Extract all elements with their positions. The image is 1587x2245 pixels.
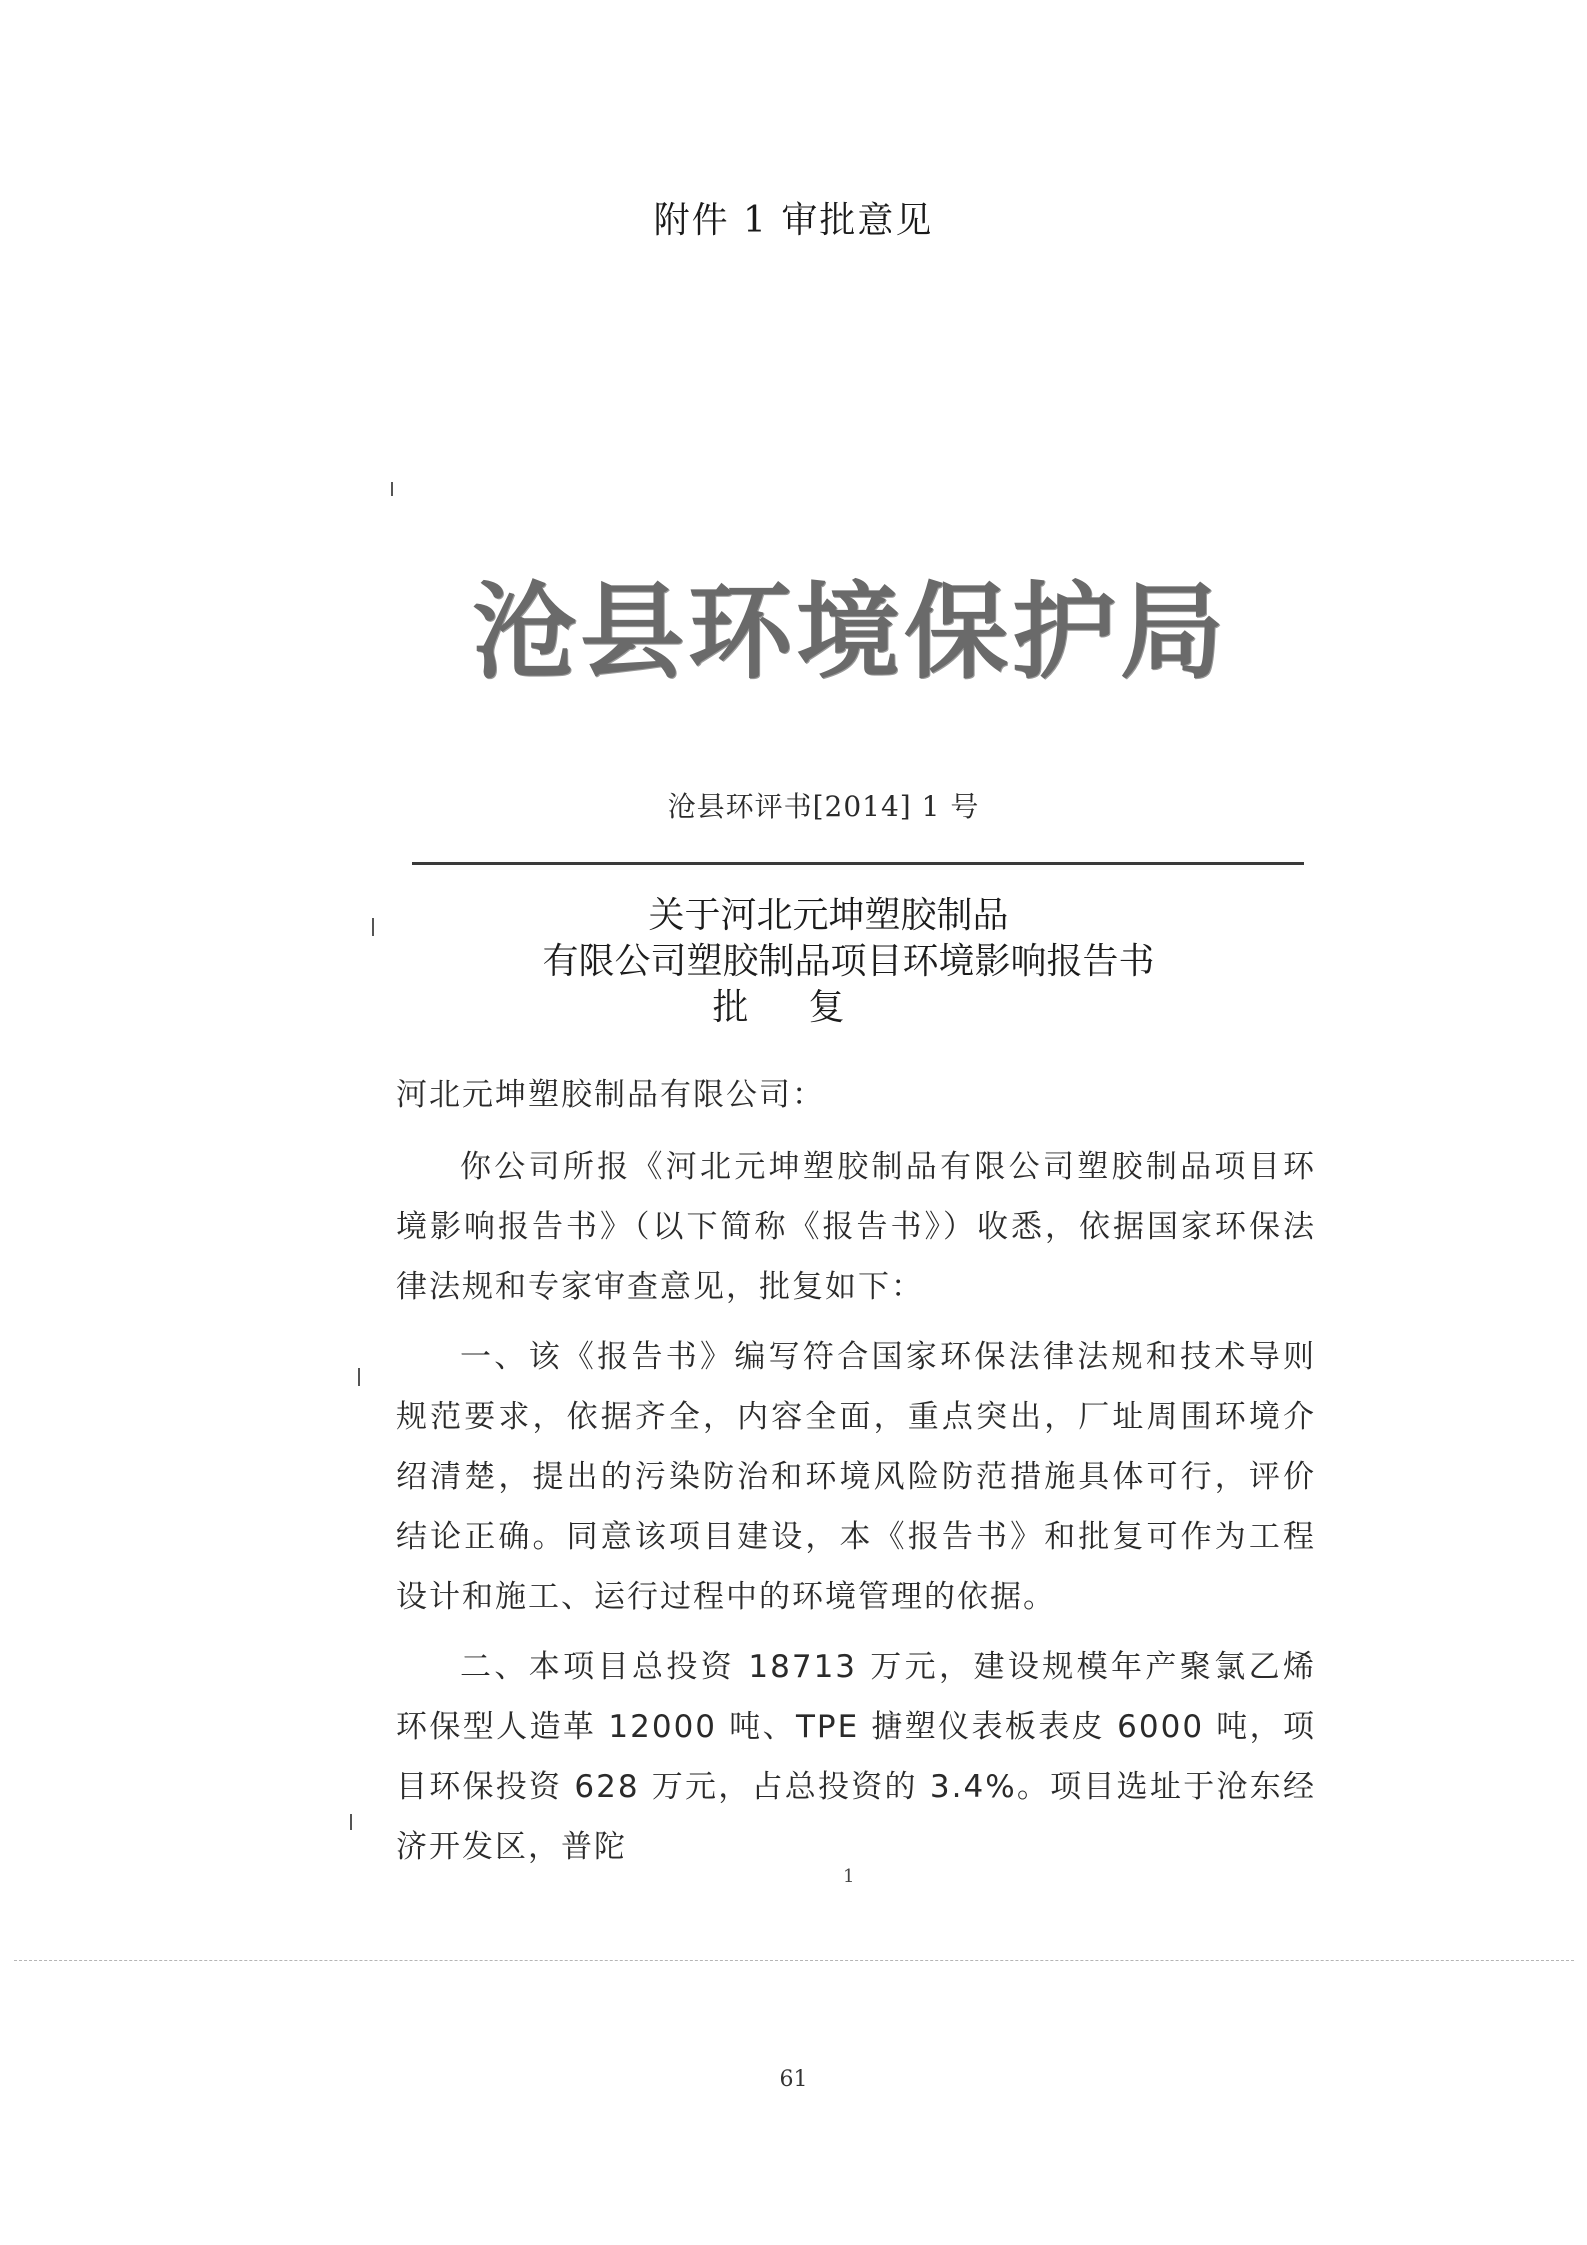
- scan-mark: [350, 1814, 352, 1830]
- body-paragraph-3: 二、本项目总投资 18713 万元，建设规模年产聚氯乙烯环保型人造革 12000 吨、TPE 搪塑仪表板表皮 6000 吨，项目环保投资 628 万元，占总投资的 3.4%。项目选址于沧东经济开发区，普陀: [396, 1649, 1316, 1865]
- body-paragraph-1: 你公司所报《河北元坤塑胶制品有限公司塑胶制品项目环境影响报告书》（以下简称《报告书》）收悉，依据国家环保法律法规和专家审查意见，批复如下：: [396, 1149, 1316, 1305]
- document-body: [396, 1065, 1316, 1877]
- title-line-3: 批复: [712, 987, 905, 1028]
- issuing-authority-letterhead: 沧县环境保护局: [471, 570, 1228, 693]
- document-title: [0, 893, 1587, 1031]
- title-line-2: 有限公司塑胶制品项目环境影响报告书: [542, 941, 1155, 982]
- salutation: 河北元坤塑胶制品有限公司：: [396, 1077, 825, 1113]
- scan-edge-line: [14, 1960, 1574, 1961]
- attachment-title: 附件 1 审批意见: [653, 200, 934, 241]
- title-line-1: 关于河北元坤塑胶制品: [648, 895, 1009, 936]
- scan-mark: [358, 1368, 360, 1386]
- document-number: 沧县环评书[2014] 1 号: [667, 790, 980, 823]
- page-number: 61: [779, 2067, 808, 2092]
- scan-mark: [391, 482, 393, 496]
- body-paragraph-2: 一、该《报告书》编写符合国家环保法律法规和技术导则规范要求，依据齐全，内容全面，重点突出，厂址周围环境介绍清楚，提出的污染防治和环境风险防范措施具体可行，评价结论正确。同意该项目建设，本《报告书》和批复可作为工程设计和施工、运行过程中的环境管理的依据。: [396, 1339, 1316, 1615]
- letterhead-divider: [412, 862, 1304, 865]
- inner-page-number: 1: [843, 1866, 855, 1887]
